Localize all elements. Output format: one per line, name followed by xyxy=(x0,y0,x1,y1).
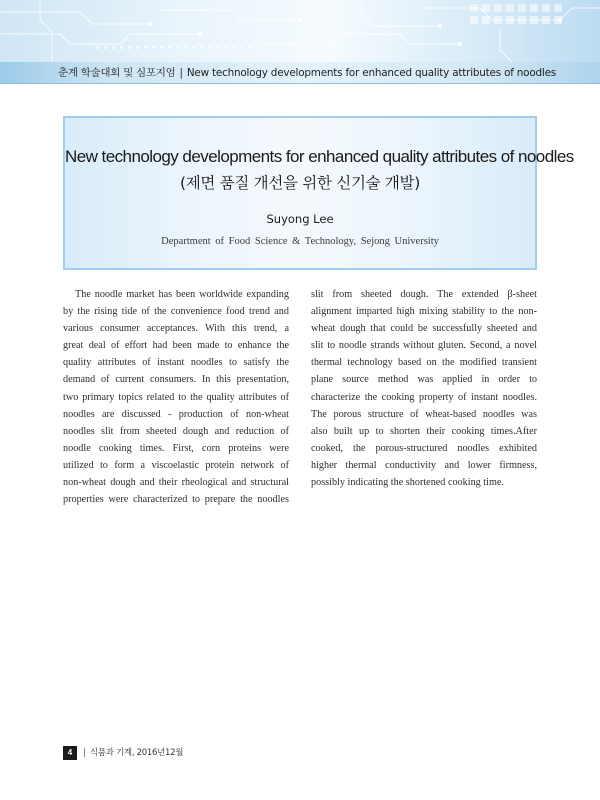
body-text-line: The noodle market has been worldwide expanding xyxy=(75,289,289,300)
author-name: Suyong Lee xyxy=(266,212,334,226)
author-affiliation: Department of Food Science & Technology, Sejong University xyxy=(161,236,439,247)
body-text-line: by the rising tide of the convenience food trend and xyxy=(63,306,289,318)
body-column-left xyxy=(63,286,289,508)
body-text-line: also built up to shorten their cooking times.After xyxy=(311,425,537,437)
section-header-bar xyxy=(0,62,600,84)
title-box xyxy=(63,116,574,270)
body-text-line: slit to noodle strands without gluten. Second, a novel xyxy=(311,340,537,352)
body-text-line: noodles slit from sheeted dough and reduction of xyxy=(63,425,289,437)
body-text-line: higher thermal conductivity and lower firmness, xyxy=(311,459,537,471)
article-title-korean: (제면 품질 개선을 위한 신기술 개발) xyxy=(179,174,421,192)
top-decorative-banner xyxy=(0,0,600,62)
body-text-line: thermal technology based on the modified transient xyxy=(311,357,537,369)
body-text-line: non-wheat dough and their rheological and structural xyxy=(63,477,289,489)
article-title-english: New technology developments for enhanced quality attributes of noodles xyxy=(65,147,574,166)
body-column-right xyxy=(311,286,537,491)
body-text-line: various consumer acceptances. With this trend, a xyxy=(63,323,289,335)
body-text-line: wheat dough that could be successfully sheeted and xyxy=(311,323,537,335)
body-text-line: two primary topics related to the quality attributes of xyxy=(63,391,289,403)
body-text-line: possibly indicating the shortened cooking time. xyxy=(311,477,504,489)
page-footer xyxy=(63,745,183,761)
body-text-line: cooked, the porous-structured noodles exhibited xyxy=(311,442,537,454)
body-text-line: demand of current consumers. In this presentation, xyxy=(63,374,289,386)
section-name-english: New technology developments for enhanced quality attributes of noodles xyxy=(186,67,556,79)
body-text-line: quality attributes of instant noodles to satisfy the xyxy=(63,357,289,369)
section-separator: | xyxy=(179,67,183,79)
footer-separator: | xyxy=(83,748,86,758)
body-text-line: slit from sheeted dough. The extended β-sheet xyxy=(311,289,537,300)
body-text-line: characterize the cooking property of instant noodles. xyxy=(311,391,537,403)
circuit-pattern-decoration xyxy=(0,0,600,62)
page-number: 4 xyxy=(63,746,77,760)
body-text-line: noodles are discussed - production of non-wheat xyxy=(63,408,289,420)
body-text-line: plane source method was applied in order to xyxy=(311,374,537,386)
section-header-text xyxy=(58,65,556,81)
section-name-korean: 춘계 학술대회 및 심포지엄 xyxy=(58,67,176,79)
journal-issue: 식품과 기계, 2016년12월 xyxy=(89,748,184,758)
body-text-line: alignment imparted high mixing stability to the non- xyxy=(311,306,537,318)
body-text-line: utilized to form a viscoelastic protein network of xyxy=(63,459,289,471)
body-text-line: great deal of effort had been made to enhance the xyxy=(63,340,289,352)
body-text-line: properties were characterized to prepare the noodles xyxy=(63,494,289,506)
body-text-line: noodle cooking times. First, corn proteins were xyxy=(63,442,289,454)
body-text-line: The porous structure of wheat-based noodles was xyxy=(311,408,537,420)
